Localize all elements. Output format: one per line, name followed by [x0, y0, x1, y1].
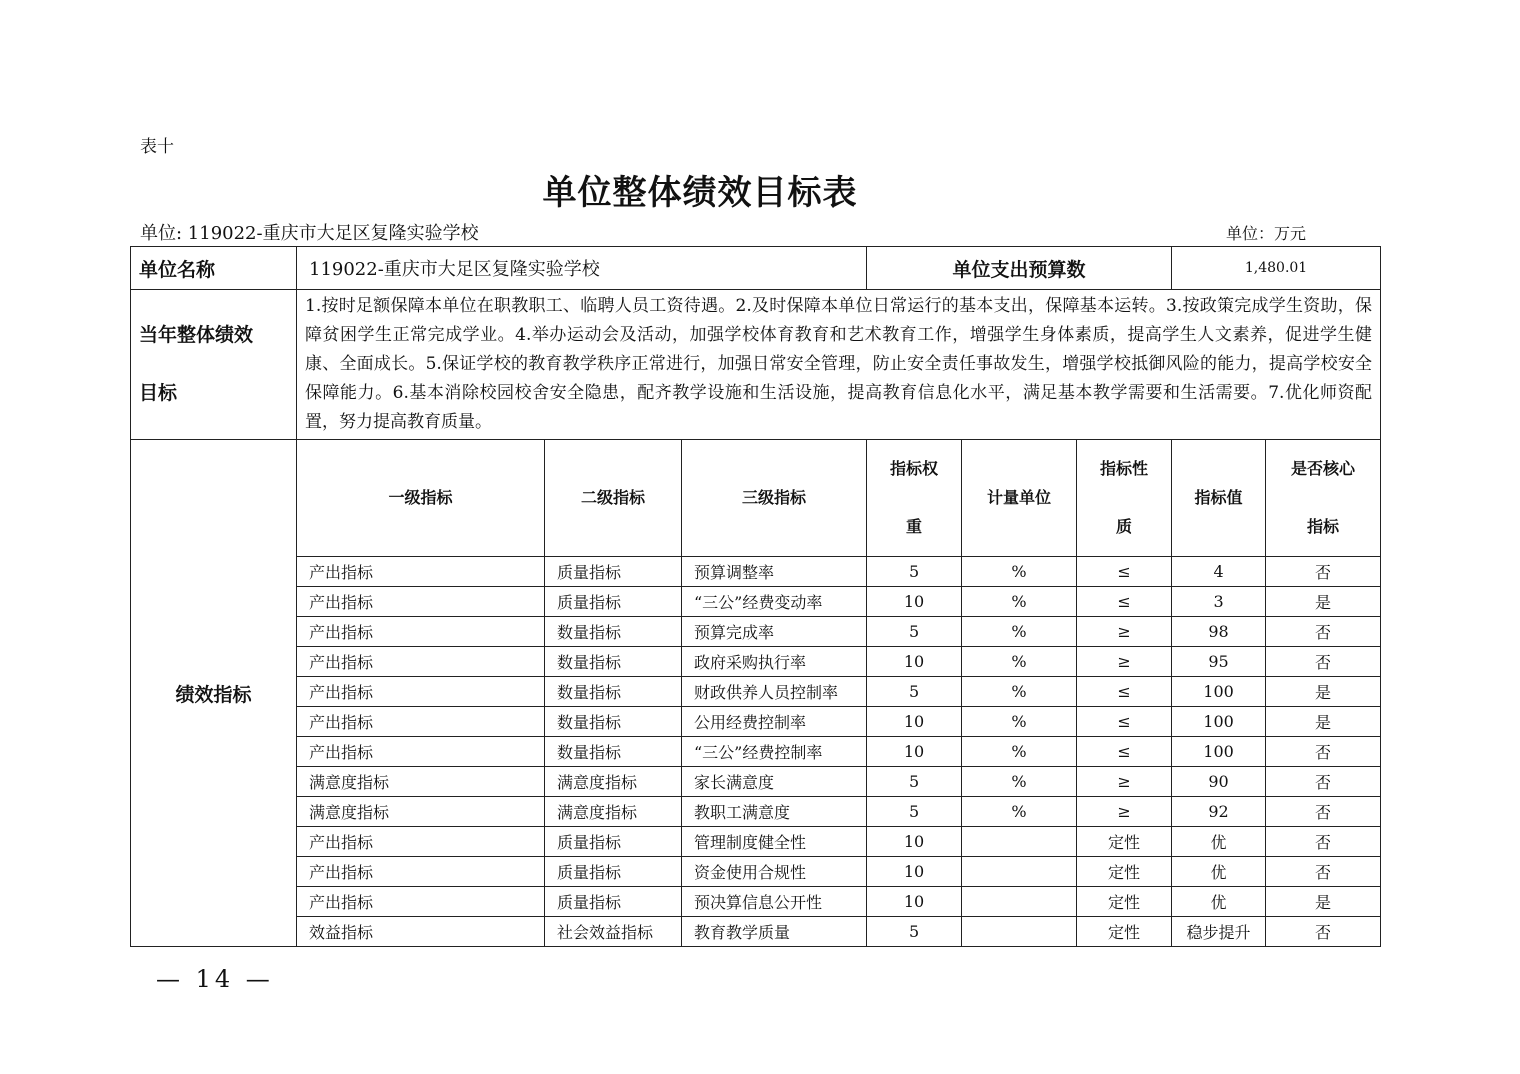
level1-cell: 产出指标 [297, 677, 545, 707]
unit-cell: % [962, 767, 1077, 797]
value-cell: 100 [1172, 707, 1266, 737]
col-weight-a: 指标权 [890, 459, 939, 478]
weight-cell: 10 [867, 887, 962, 917]
weight-cell: 10 [867, 587, 962, 617]
weight-cell: 10 [867, 737, 962, 767]
value-cell: 稳步提升 [1172, 917, 1266, 947]
unit-name-value: 119022-重庆市大足区复隆实验学校 [297, 247, 867, 290]
unit-cell: % [962, 677, 1077, 707]
core-cell: 否 [1266, 917, 1381, 947]
table-row [131, 827, 1381, 857]
level1-cell: 产出指标 [297, 887, 545, 917]
level1-cell: 产出指标 [297, 557, 545, 587]
core-cell: 是 [1266, 707, 1381, 737]
col-weight-b: 重 [906, 517, 923, 536]
goal-label-line2: 目标 [139, 382, 178, 404]
level3-cell: 预决算信息公开性 [682, 887, 867, 917]
weight-cell: 5 [867, 677, 962, 707]
indicators-section-label: 绩效指标 [131, 440, 297, 947]
nature-cell: ≤ [1077, 587, 1172, 617]
col-level1: 一级指标 [297, 440, 545, 557]
core-cell: 否 [1266, 737, 1381, 767]
weight-cell: 10 [867, 827, 962, 857]
table-row [131, 737, 1381, 767]
value-cell: 3 [1172, 587, 1266, 617]
weight-cell: 10 [867, 707, 962, 737]
table-row [131, 677, 1381, 707]
col-core-a: 是否核心 [1291, 459, 1356, 478]
unit-name-label: 单位名称 [131, 247, 297, 290]
level1-cell: 产出指标 [297, 617, 545, 647]
level3-cell: 教职工满意度 [682, 797, 867, 827]
level1-cell: 满意度指标 [297, 767, 545, 797]
col-unit: 计量单位 [962, 440, 1077, 557]
level2-cell: 社会效益指标 [545, 917, 682, 947]
weight-cell: 10 [867, 857, 962, 887]
level1-cell: 产出指标 [297, 857, 545, 887]
nature-cell: 定性 [1077, 917, 1172, 947]
nature-cell: ≥ [1077, 767, 1172, 797]
core-cell: 否 [1266, 857, 1381, 887]
table-row [131, 917, 1381, 947]
nature-cell: ≥ [1077, 617, 1172, 647]
currency-unit: 单位：万元 [1226, 224, 1307, 243]
level3-cell: 政府采购执行率 [682, 647, 867, 677]
level3-cell: 资金使用合规性 [682, 857, 867, 887]
value-cell: 100 [1172, 677, 1266, 707]
table-row [131, 887, 1381, 917]
level3-cell: 预算完成率 [682, 617, 867, 647]
level2-cell: 质量指标 [545, 587, 682, 617]
col-nature [1077, 440, 1172, 557]
table-row [131, 557, 1381, 587]
level2-cell: 质量指标 [545, 557, 682, 587]
value-cell: 优 [1172, 857, 1266, 887]
nature-cell: ≤ [1077, 677, 1172, 707]
col-level2: 二级指标 [545, 440, 682, 557]
col-nature-b: 质 [1116, 517, 1133, 536]
core-cell: 否 [1266, 647, 1381, 677]
weight-cell: 5 [867, 617, 962, 647]
document-title: 单位整体绩效目标表 [542, 173, 858, 213]
goal-label [131, 290, 297, 440]
core-cell: 否 [1266, 797, 1381, 827]
nature-cell: ≥ [1077, 647, 1172, 677]
performance-table [130, 246, 1381, 947]
level2-cell: 数量指标 [545, 737, 682, 767]
level3-cell: 管理制度健全性 [682, 827, 867, 857]
level3-cell: 公用经费控制率 [682, 707, 867, 737]
level1-cell: 产出指标 [297, 707, 545, 737]
unit-cell [962, 917, 1077, 947]
unit-cell: % [962, 557, 1077, 587]
weight-cell: 5 [867, 917, 962, 947]
level1-cell: 产出指标 [297, 737, 545, 767]
value-cell: 优 [1172, 827, 1266, 857]
value-cell: 98 [1172, 617, 1266, 647]
value-cell: 100 [1172, 737, 1266, 767]
level1-cell: 产出指标 [297, 587, 545, 617]
nature-cell: 定性 [1077, 827, 1172, 857]
summary-row [131, 247, 1381, 290]
col-core [1266, 440, 1381, 557]
core-cell: 否 [1266, 827, 1381, 857]
col-weight [867, 440, 962, 557]
col-nature-a: 指标性 [1100, 459, 1149, 478]
level2-cell: 质量指标 [545, 887, 682, 917]
goal-text: 1.按时足额保障本单位在职教职工、临聘人员工资待遇。2.及时保障本单位日常运行的基本支出，保障基本运转。3.按政策完成学生资助，保障贫困学生正常完成学业。4.举办运动会及活动，加强学校体育教育和艺术教育工作，增强学生身体素质，提高学生人文素养，促进学生健康、全面成长。5.保证学校的教育教学秩序正常进行，加强日常安全管理，防止安全责任事故发生，增强学校抵御风险的能力，提高学校安全保障能力。6.基本消除校园校舍安全隐患，配齐教学设施和生活设施，提高教育信息化水平，满足基本教学需要和生活需要。7.优化师资配置，努力提高教育质量。 [297, 290, 1381, 440]
level2-cell: 质量指标 [545, 857, 682, 887]
col-value: 指标值 [1172, 440, 1266, 557]
unit-cell: % [962, 587, 1077, 617]
value-cell: 92 [1172, 797, 1266, 827]
level3-cell: 预算调整率 [682, 557, 867, 587]
level3-cell: 家长满意度 [682, 767, 867, 797]
table-label: 表十 [140, 137, 174, 157]
weight-cell: 5 [867, 767, 962, 797]
level2-cell: 数量指标 [545, 677, 682, 707]
unit-cell: % [962, 647, 1077, 677]
core-cell: 否 [1266, 617, 1381, 647]
nature-cell: ≤ [1077, 557, 1172, 587]
table-row [131, 857, 1381, 887]
level3-cell: “三公”经费控制率 [682, 737, 867, 767]
unit-cell: % [962, 737, 1077, 767]
unit-cell: % [962, 617, 1077, 647]
table-row [131, 617, 1381, 647]
unit-cell: % [962, 707, 1077, 737]
level1-cell: 满意度指标 [297, 797, 545, 827]
column-header-row [131, 440, 1381, 557]
goal-row [131, 290, 1381, 440]
col-level3: 三级指标 [682, 440, 867, 557]
value-cell: 4 [1172, 557, 1266, 587]
level2-cell: 数量指标 [545, 647, 682, 677]
level2-cell: 数量指标 [545, 707, 682, 737]
level2-cell: 数量指标 [545, 617, 682, 647]
table-row [131, 647, 1381, 677]
unit-cell [962, 887, 1077, 917]
page-number: — 14 — [156, 965, 274, 993]
level3-cell: “三公”经费变动率 [682, 587, 867, 617]
core-cell: 是 [1266, 677, 1381, 707]
level1-cell: 效益指标 [297, 917, 545, 947]
core-cell: 是 [1266, 887, 1381, 917]
nature-cell: 定性 [1077, 857, 1172, 887]
core-cell: 是 [1266, 587, 1381, 617]
nature-cell: ≥ [1077, 797, 1172, 827]
budget-label: 单位支出预算数 [867, 247, 1172, 290]
core-cell: 否 [1266, 557, 1381, 587]
nature-cell: ≤ [1077, 707, 1172, 737]
level3-cell: 财政供养人员控制率 [682, 677, 867, 707]
table-row [131, 767, 1381, 797]
weight-cell: 5 [867, 557, 962, 587]
weight-cell: 10 [867, 647, 962, 677]
level2-cell: 质量指标 [545, 827, 682, 857]
level1-cell: 产出指标 [297, 647, 545, 677]
weight-cell: 5 [867, 797, 962, 827]
unit-cell: % [962, 797, 1077, 827]
level2-cell: 满意度指标 [545, 797, 682, 827]
nature-cell: 定性 [1077, 887, 1172, 917]
unit-cell [962, 857, 1077, 887]
budget-value: 1,480.01 [1172, 247, 1381, 290]
value-cell: 95 [1172, 647, 1266, 677]
level2-cell: 满意度指标 [545, 767, 682, 797]
value-cell: 优 [1172, 887, 1266, 917]
unit-line: 单位: 119022-重庆市大足区复隆实验学校 [140, 223, 479, 244]
unit-cell [962, 827, 1077, 857]
table-row [131, 797, 1381, 827]
table-row [131, 587, 1381, 617]
core-cell: 否 [1266, 767, 1381, 797]
nature-cell: ≤ [1077, 737, 1172, 767]
goal-label-line1: 当年整体绩效 [139, 324, 254, 346]
level1-cell: 产出指标 [297, 827, 545, 857]
col-core-b: 指标 [1307, 517, 1340, 536]
table-row [131, 707, 1381, 737]
level3-cell: 教育教学质量 [682, 917, 867, 947]
value-cell: 90 [1172, 767, 1266, 797]
